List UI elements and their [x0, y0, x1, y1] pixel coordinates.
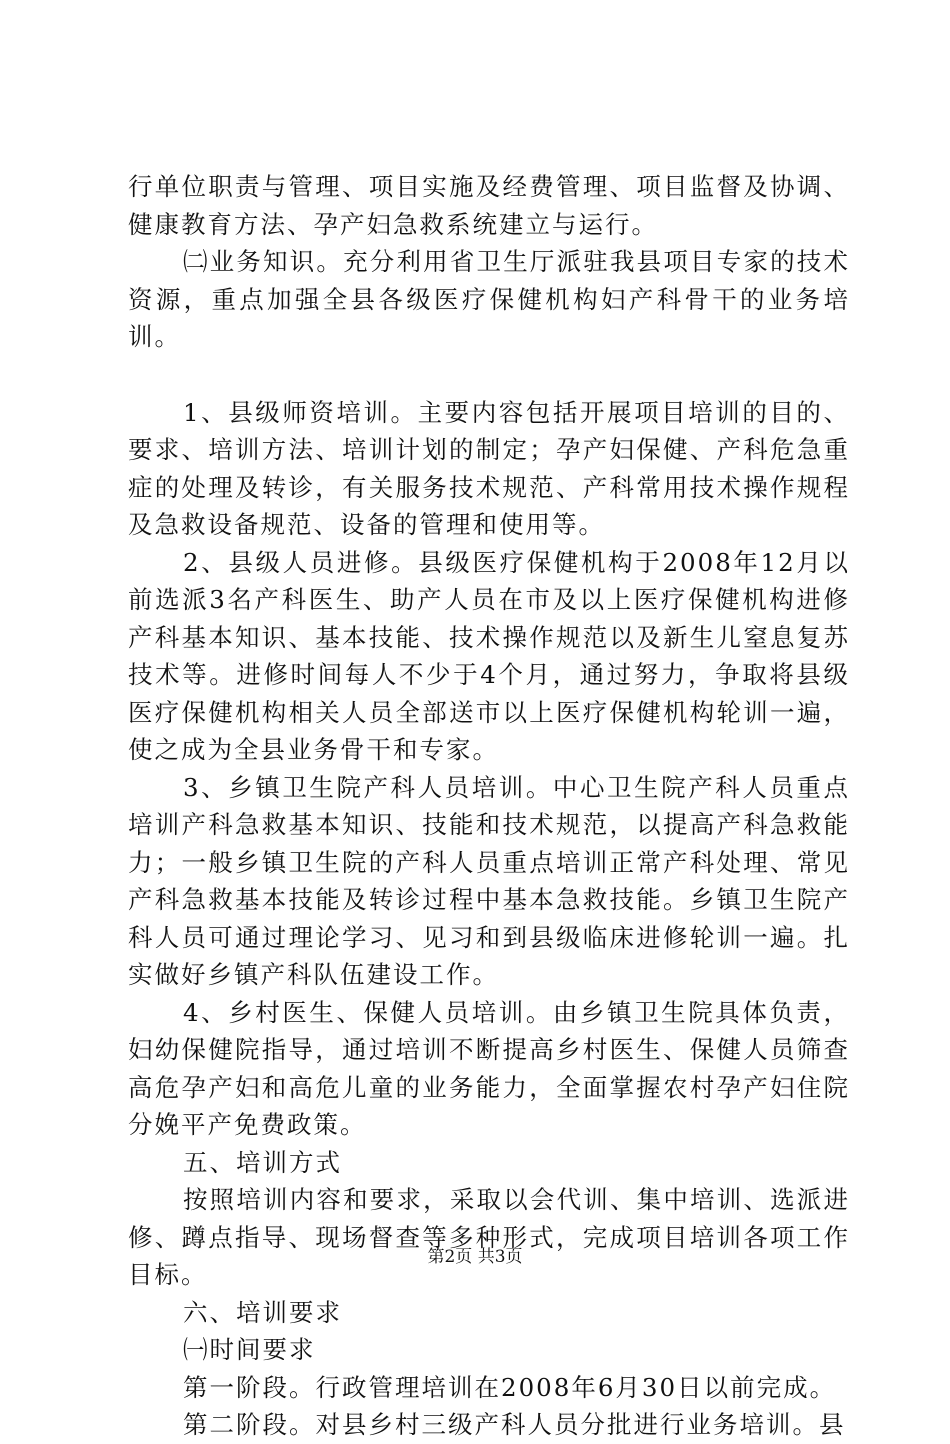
section-heading-training-methods: 五、培训方式 — [183, 1147, 342, 1177]
paragraph-village-doctor-training: 4、乡村医生、保健人员培训。由乡镇卫生院具体负责，妇幼保健院指导，通过培训不断提高乡村医生、保健人员筛查高危孕产妇和高危儿童的业务能力，全面掌握农村孕产妇住院分娩平产免费政策。 — [128, 997, 850, 1139]
section-heading-training-requirements: 六、培训要求 — [183, 1297, 342, 1327]
paragraph-spacer — [128, 356, 850, 394]
paragraph-business-knowledge: ㈡业务知识。充分利用省卫生厅派驻我县项目专家的技术资源，重点加强全县各级医疗保健机构妇产科骨干的业务培训。 — [128, 247, 850, 351]
paragraph-phase-one: 第一阶段。行政管理培训在2008年6月30日以前完成。 — [183, 1372, 837, 1402]
paragraph-continuation: 行单位职责与管理、项目实施及经费管理、项目监督及协调、健康教育方法、孕产妇急救系统建立与运行。 — [128, 172, 850, 239]
paragraph-county-staff-study: 2、县级人员进修。县级医疗保健机构于2008年12月以前选派3名产科医生、助产人员在市及以上医疗保健机构进修产科基本知识、基本技能、技术操作规范以及新生儿窒息复苏技术等。进修时间每人不少于4个月，通过努力，争取将县级医疗保健机构相关人员全部送市以上医疗保健机构轮训一遍，使之成为全县业务骨干和专家。 — [128, 547, 850, 764]
paragraph-township-obstetrics-training: 3、乡镇卫生院产科人员培训。中心卫生院产科人员重点培训产科急救基本知识、技能和技术规范，以提高产科急救能力；一般乡镇卫生院的产科人员重点培训正常产科处理、常见产科急救基本技能及转诊过程中基本急救技能。乡镇卫生院产科人员可通过理论学习、见习和到县级临床进修轮训一遍。扎实做好乡镇产科队伍建设工作。 — [128, 772, 850, 989]
paragraph-phase-two: 第二阶段。对县乡村三级产科人员分批进行业务培训。县 — [183, 1410, 846, 1439]
paragraph-teacher-training: 1、县级师资培训。主要内容包括开展项目培训的目的、要求、培训方法、培训计划的制定；孕产妇保健、产科危急重症的处理及转诊，有关服务技术规范、产科常用技术操作规程及急救设备规范、设备的管理和使用等。 — [128, 397, 850, 539]
subheading-time-requirements: ㈠时间要求 — [183, 1335, 316, 1364]
page-number-footer: 第2页 共3页 — [427, 1247, 523, 1267]
paragraph-training-methods: 按照培训内容和要求，采取以会代训、集中培训、选派进修、蹲点指导、现场督查等多种形式，完成项目培训各项工作目标。 — [128, 1185, 850, 1289]
